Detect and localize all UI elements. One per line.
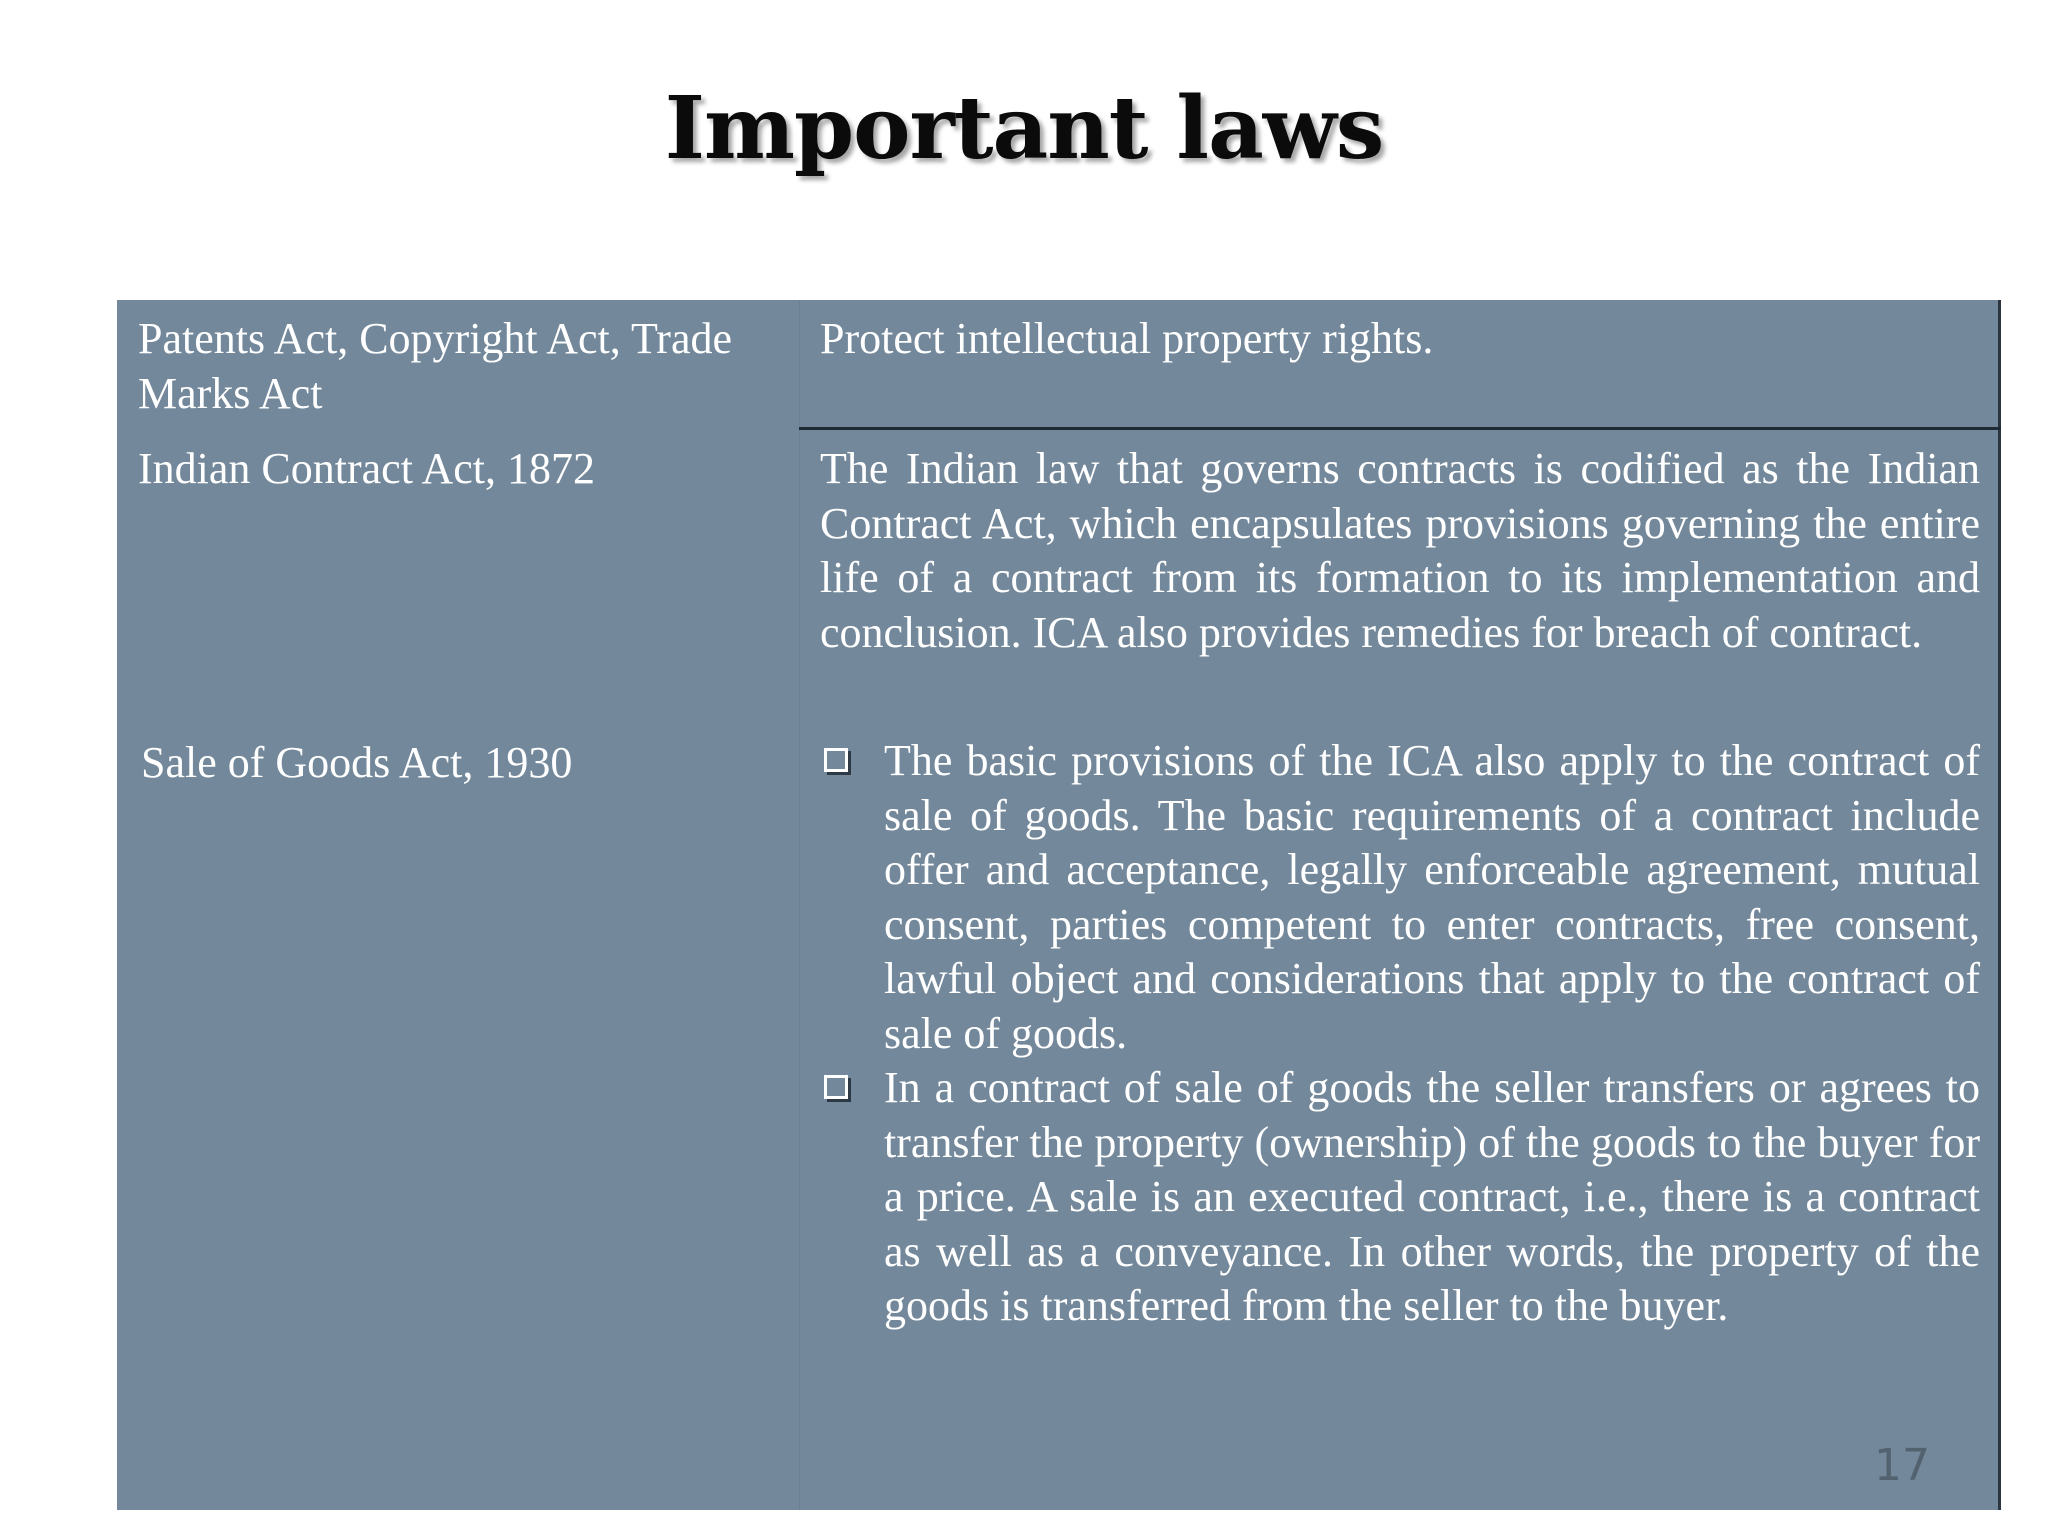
law-name-sale-of-goods-act: Sale of Goods Act, 1930 xyxy=(141,738,573,787)
hollow-square-bullet-icon xyxy=(824,748,848,772)
table-right-border xyxy=(1998,300,2001,1510)
laws-table xyxy=(117,300,2001,1510)
bullet-text: In a contract of sale of goods the seller transfers or agrees to transfer the property (ownership) of the goods to the buyer for a price. A sale is an executed contract, i.e., there is a contract as well as a conveyance. In other words, the property of the goods is transferred from the seller to the buyer. xyxy=(884,1063,1980,1330)
list-item xyxy=(820,1061,1980,1334)
list-item xyxy=(820,734,1980,1061)
column-divider xyxy=(799,300,800,1510)
page-number: 17 xyxy=(1874,1440,1930,1491)
row-separator xyxy=(799,427,2001,430)
slide-title: Important laws xyxy=(664,78,1384,179)
law-description-ip-acts: Protect intellectual property rights. xyxy=(820,314,1434,363)
hollow-square-bullet-icon xyxy=(824,1075,848,1099)
law-name-ip-acts: Patents Act, Copyright Act, Trade Marks Act xyxy=(138,314,732,418)
bullet-text: The basic provisions of the ICA also apply to the contract of sale of goods. The basic requirements of a contract include offer and acceptance, legally enforceable agreement, mutual consent, parties competent to enter contracts, free consent, lawful object and considerations that apply to the contract of sale of goods. xyxy=(884,736,1980,1058)
sale-of-goods-bullet-list xyxy=(820,734,1980,1334)
law-description-contract-act: The Indian law that governs contracts is codified as the Indian Contract Act, which encapsulates provisions governing the entire life of a contract from its formation to its implementation and conclusion. ICA also provides remedies for breach of contract. xyxy=(820,444,1980,657)
law-name-contract-act: Indian Contract Act, 1872 xyxy=(138,444,596,493)
